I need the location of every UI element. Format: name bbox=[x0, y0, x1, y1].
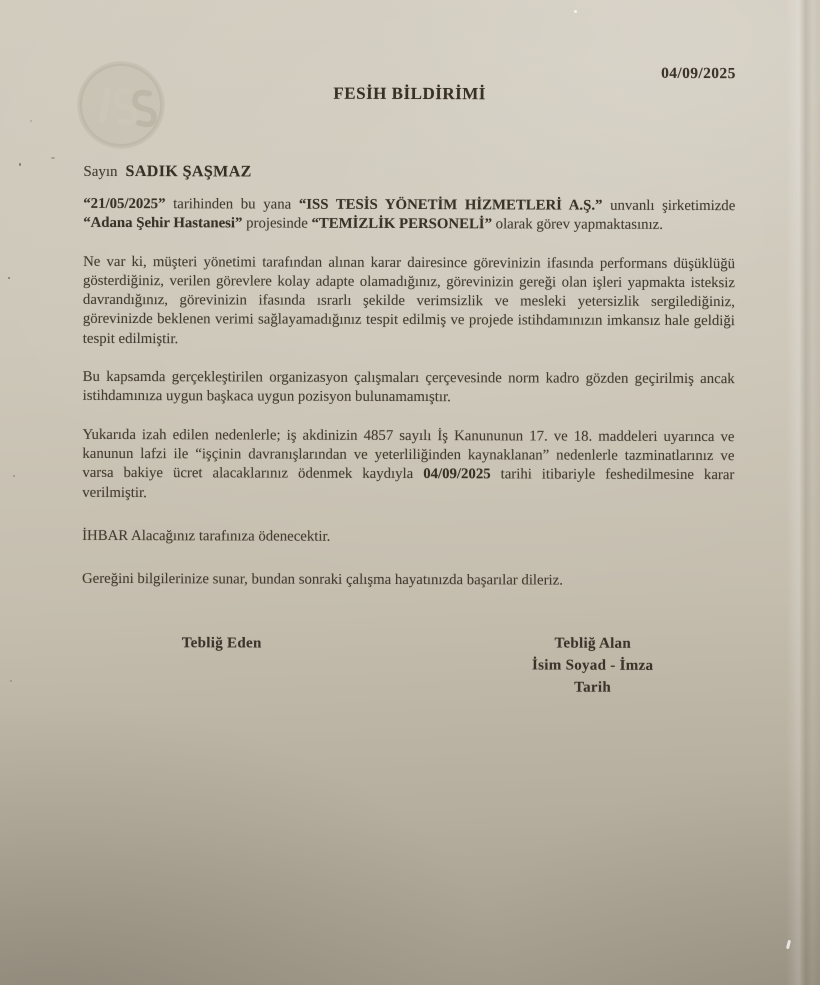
signature-left-label: Tebliğ Eden bbox=[181, 635, 262, 652]
letter-body bbox=[82, 195, 735, 592]
photo-speck bbox=[51, 157, 55, 159]
recipient-name: SADIK ŞAŞMAZ bbox=[125, 163, 252, 181]
signature-right-line: Tarih bbox=[574, 680, 612, 697]
photo-speck bbox=[10, 680, 12, 682]
letter-paragraph: “21/05/2025” tarihinden bu yana “ISS TESİS YÖNETİM HİZMETLERİ A.Ş.” unvanlı şirketimizde “Adana Şehir Hastanesi” projesinde “TEMİZLİK PERSONELİ” olarak görev yapmaktasınız. bbox=[83, 195, 736, 234]
signature-right-block bbox=[423, 633, 763, 700]
letter-paragraph: Ne var ki, müşteri yönetimi tarafından alınan karar dairesince görevinizin ifasında performans düşüklüğü gösterdiğiniz, verilen görevlere kolay adapte olamadığınız, görevinizin gereği olan işleri yapmakta isteksiz davrandığınız, görevinizin ifasında ısrarlı şekilde verimsizlik ve mesleki yetersizlik sergilediğiniz, görevinizde beklenen verimi sağlayamadığınız tespit edilmiş ve projede istihdamınızın imkansız hale geldiği tespit edilmiştir. bbox=[82, 253, 736, 347]
signature-block bbox=[81, 629, 733, 751]
letter-paragraph: İHBAR Alacağınız tarafınıza ödenecektir. bbox=[82, 527, 331, 545]
photo-speck bbox=[13, 475, 15, 477]
signature-right-line: İsim Soyad - İmza bbox=[531, 657, 654, 675]
photo-speck bbox=[19, 163, 21, 166]
paper-edge-fold bbox=[786, 0, 820, 985]
photo-speck bbox=[786, 940, 791, 949]
signature-right-line: Tebliğ Alan bbox=[554, 635, 632, 653]
photo-speck bbox=[30, 120, 32, 122]
letter-paragraph: Yukarıda izah edilen nedenlerle; iş akdinizin 4857 sayılı İş Kanununun 17. ve 18. maddeleri uyarınca ve kanunun lafzi ile “işçinin davranışlarından ve yeterliliğinden kaynaklanan” nedenlerle tazminatlarınız ve varsa bakiye ücret alacaklarınız ödenmek kaydıyla 04/09/2025 tarihi itibariyle feshedilmesine karar verilmiştir. bbox=[82, 426, 735, 501]
photo-speck bbox=[8, 277, 10, 279]
letter-paragraph: Bu kapsamda gerçekleştirilen organizasyon çalışmaları çerçevesinde norm kadro gözden geçirilmiş ancak istihdamınıza uygun başkaca uygun pozisyon bulunamamıştır. bbox=[82, 368, 735, 406]
salutation-prefix: Sayın bbox=[83, 163, 118, 180]
letter-content bbox=[81, 0, 736, 752]
document-title: FESİH BİLDİRİMİ bbox=[333, 83, 486, 104]
letter-paragraph: Gereğini bilgilerinize sunar, bundan sonraki çalışma hayatınızda başarılar dileriz. bbox=[81, 571, 563, 589]
document-date: 04/09/2025 bbox=[661, 64, 736, 83]
